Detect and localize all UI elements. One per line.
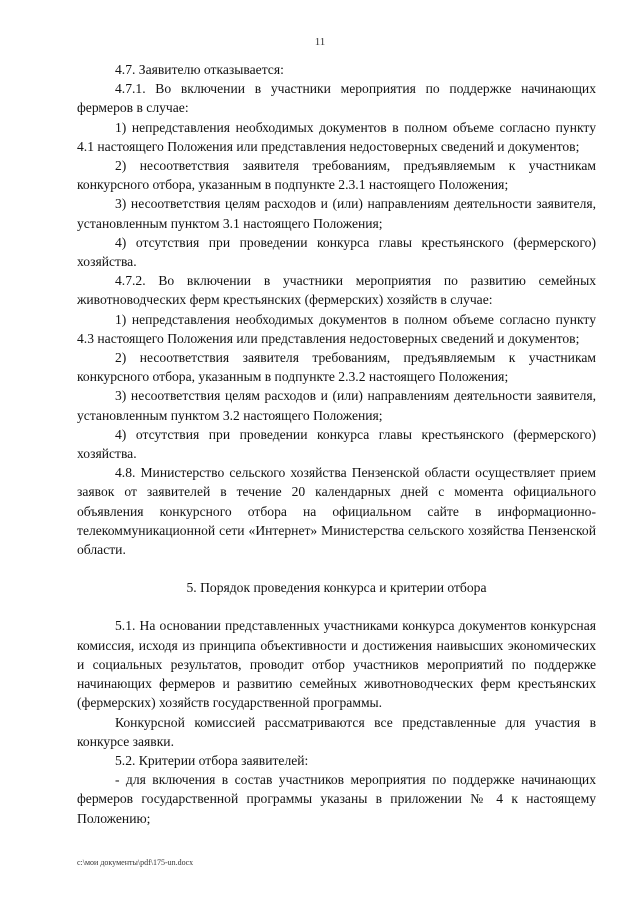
paragraph-4-7-2-item-2: 2) несоответствия заявителя требованиям, предъявляемым к участникам конкурсного отбора, указанным в подпункте 2.3.2 настоящего Положения; <box>77 350 596 385</box>
paragraph-4-7-2-item-3: 3) несоответствия целям расходов и (или) направлениям деятельности заявителя, установленным пунктом 3.2 настоящего Положения; <box>77 388 596 423</box>
footer-file-path: c:\мои документы\pdf\175-un.docx <box>77 858 194 867</box>
section-heading: 5. Порядок проведения конкурса и критерии отбора <box>186 580 487 596</box>
document-body <box>77 60 596 828</box>
paragraph-4-7-1-item-4: 4) отсутствия при проведении конкурса главы крестьянского (фермерского) хозяйства. <box>77 234 596 270</box>
paragraph-5-1: 5.1. На основании представленных участниками конкурса документов конкурсная комиссия, исходя из принципа объективности и достижения наивысших экономических и социальных результатов, проводит отбор участников мероприятий по поддержке начинающих фермеров и развитию семейных животноводческих ферм крестьянских (фермерских) хозяйств государственной программы. <box>77 618 596 711</box>
paragraph-4-7-2: 4.7.2. Во включении в участники мероприятия по развитию семейных животноводческих ферм крестьянских (фермерских) хозяйств в случае: <box>77 273 596 308</box>
paragraph-4-7-2-item-4: 4) отсутствия при проведении конкурса главы крестьянского (фермерского) хозяйства. <box>77 426 596 462</box>
paragraph-4-7-1-item-2: 2) несоответствия заявителя требованиям, предъявляемым к участникам конкурсного отбора, указанным в подпункте 2.3.1 настоящего Положения; <box>77 158 596 193</box>
paragraph-4-7: 4.7. Заявителю отказывается: <box>115 62 284 77</box>
paragraph-4-7-1: 4.7.1. Во включении в участники мероприятия по поддержке начинающих фермеров в случае: <box>77 81 596 116</box>
paragraph-4-7-2-item-1: 1) непредставления необходимых документов в полном объеме согласно пункту 4.3 настоящего Положения или представления недостоверных сведений и документов; <box>77 311 596 346</box>
paragraph-4-7-1-item-3: 3) несоответствия целям расходов и (или) направлениям деятельности заявителя, установленным пунктом 3.1 настоящего Положения; <box>77 196 596 231</box>
paragraph-commission: Конкурсной комиссией рассматриваются все представленные для участия в конкурсе заявки. <box>77 714 596 749</box>
page-number: 11 <box>314 36 326 48</box>
paragraph-5-2: 5.2. Критерии отбора заявителей: <box>115 752 309 768</box>
paragraph-5-2-item: - для включения в состав участников мероприятия по поддержке начинающих фермеров государственной программы указаны в приложении № 4 к настоящему Положению; <box>77 772 596 826</box>
paragraph-4-7-1-item-1: 1) непредставления необходимых документов в полном объеме согласно пункту 4.1 настоящего Положения или представления недостоверных сведений и документов; <box>77 119 596 154</box>
paragraph-4-8: 4.8. Министерство сельского хозяйства Пензенской области осуществляет прием заявок от заявителей в течение 20 календарных дней с момента официального объявления конкурсного отбора на официальном сайте в информационно-телекоммуникационной сети «Интернет» Министерства сельского хозяйства Пензенской области. <box>77 465 596 558</box>
